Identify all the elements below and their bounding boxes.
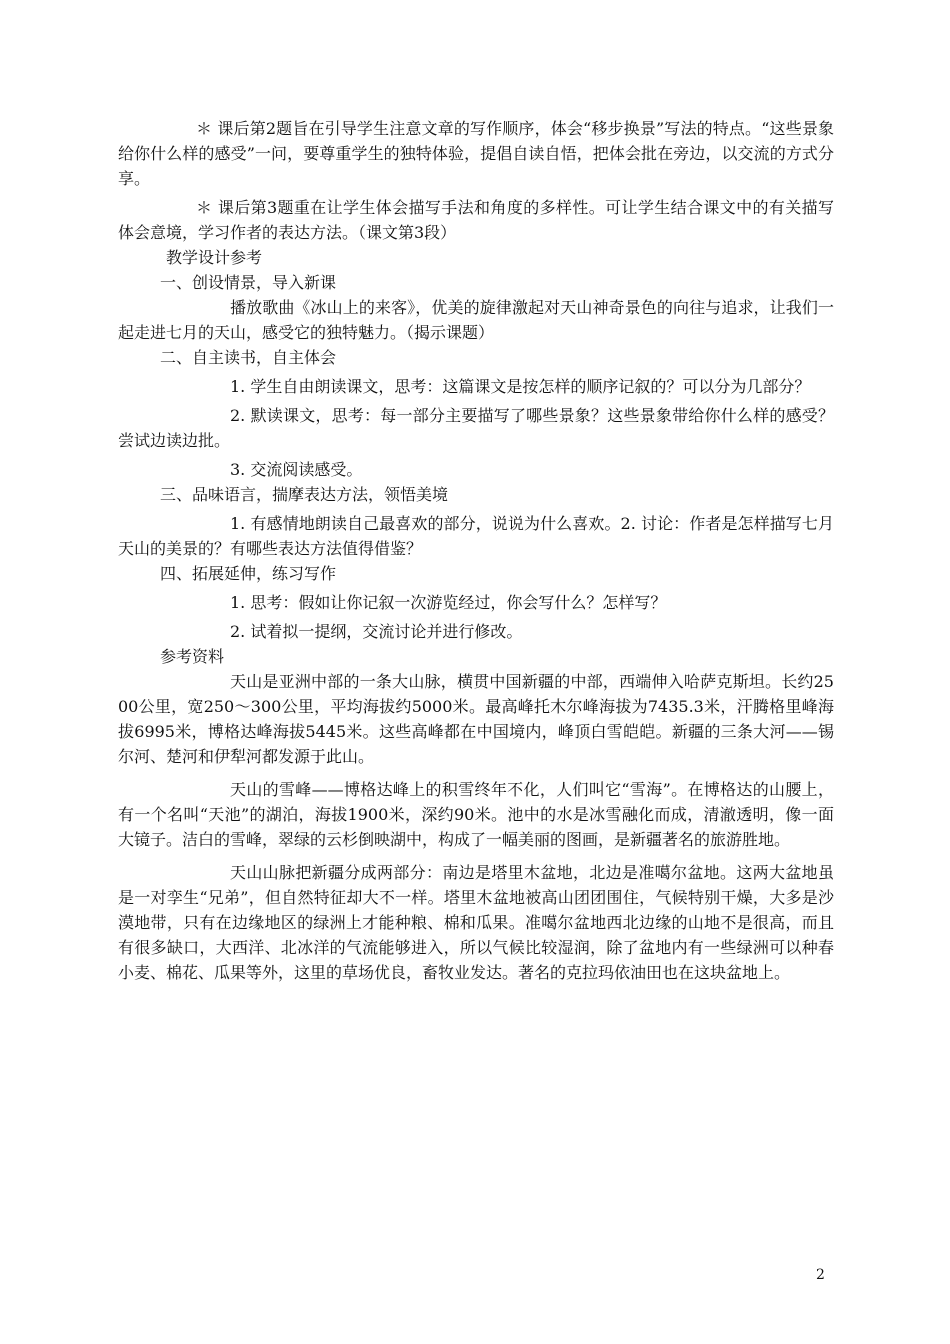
design-title: 教学设计参考 (166, 248, 263, 267)
section-heading: 三、品味语言，揣摩表达方法，领悟美境 (160, 485, 449, 504)
section-heading: 四、拓展延伸，练习写作 (160, 564, 337, 583)
page-number: 2 (816, 1267, 825, 1283)
section-paragraph: 播放歌曲《冰山上的来客》，优美的旋律激起对天山神奇景色的向往与追求，让我们一起走进七月的天山，感受它的独特魅力。（揭示课题） (118, 298, 834, 342)
section-heading: 一、创设情景，导入新课 (160, 273, 337, 292)
reference-paragraph: 天山山脉把新疆分成两部分：南边是塔里木盆地，北边是准噶尔盆地。这两大盆地虽是一对孪生“兄弟”，但自然特征却大不一样。塔里木盆地被高山团团围住，气候特别干燥，大多是沙漠地带，只有在边缘地区的绿洲上才能种粮、棉和瓜果。准噶尔盆地西北边缘的山地不是很高，而且有很多缺口，大西洋、北冰洋的气流能够进入，所以气候比较湿润，除了盆地内有一些绿洲可以种春小麦、棉花、瓜果等外，这里的草场优良，畜牧业发达。著名的克拉玛依油田也在这块盆地上。 (118, 863, 834, 982)
reference-paragraph: 天山的雪峰——博格达峰上的积雪终年不化，人们叫它“雪海”。在博格达的山腰上，有一个名叫“天池”的湖泊，海拔1900米，深约90米。池中的水是冰雪融化而成，清澈透明，像一面大镜子。洁白的雪峰，翠绿的云杉倒映湖中，构成了一幅美丽的图画，是新疆著名的旅游胜地。 (118, 780, 834, 849)
section-heading: 二、自主读书，自主体会 (160, 348, 337, 367)
reference-title: 参考资料 (160, 647, 225, 666)
section-paragraph: 1. 思考：假如让你记叙一次游览经过，你会写什么？怎样写？ (230, 593, 667, 612)
section-paragraph: 1. 学生自由朗读课文，思考：这篇课文是按怎样的顺序记叙的？可以分为几部分？ (230, 377, 811, 396)
section-paragraph: 3. 交流阅读感受。 (230, 460, 363, 479)
note-paragraph: ＊ 课后第3题重在让学生体会描写手法和角度的多样性。可让学生结合课文中的有关描写体会意境，学习作者的表达方法。（课文第3段） (118, 198, 834, 242)
note-paragraph: ＊ 课后第2题旨在引导学生注意文章的写作顺序，体会“移步换景”写法的特点。“这些景象给你什么样的感受”一问，要尊重学生的独特体验，提倡自读自悟，把体会批在旁边，以交流的方式分享。 (118, 119, 834, 188)
section-paragraph: 2. 试着拟一提纲，交流讨论并进行修改。 (230, 622, 523, 641)
reference-paragraph: 天山是亚洲中部的一条大山脉，横贯中国新疆的中部，西端伸入哈萨克斯坦。长约2500公里，宽250～300公里，平均海拔约5000米。最高峰托木尔峰海拔为7435.3米，汗腾格里峰海拔6995米，博格达峰海拔5445米。这些高峰都在中国境内，峰顶白雪皑皑。新疆的三条大河——锡尔河、楚河和伊犁河都发源于此山。 (118, 672, 834, 766)
section-paragraph: 2. 默读课文，思考：每一部分主要描写了哪些景象？这些景象带给你什么样的感受？尝试边读边批。 (118, 406, 834, 450)
section-paragraph: 1. 有感情地朗读自己最喜欢的部分，说说为什么喜欢。2. 讨论：作者是怎样描写七月天山的美景的？有哪些表达方法值得借鉴？ (118, 514, 834, 558)
document-body (118, 116, 834, 985)
